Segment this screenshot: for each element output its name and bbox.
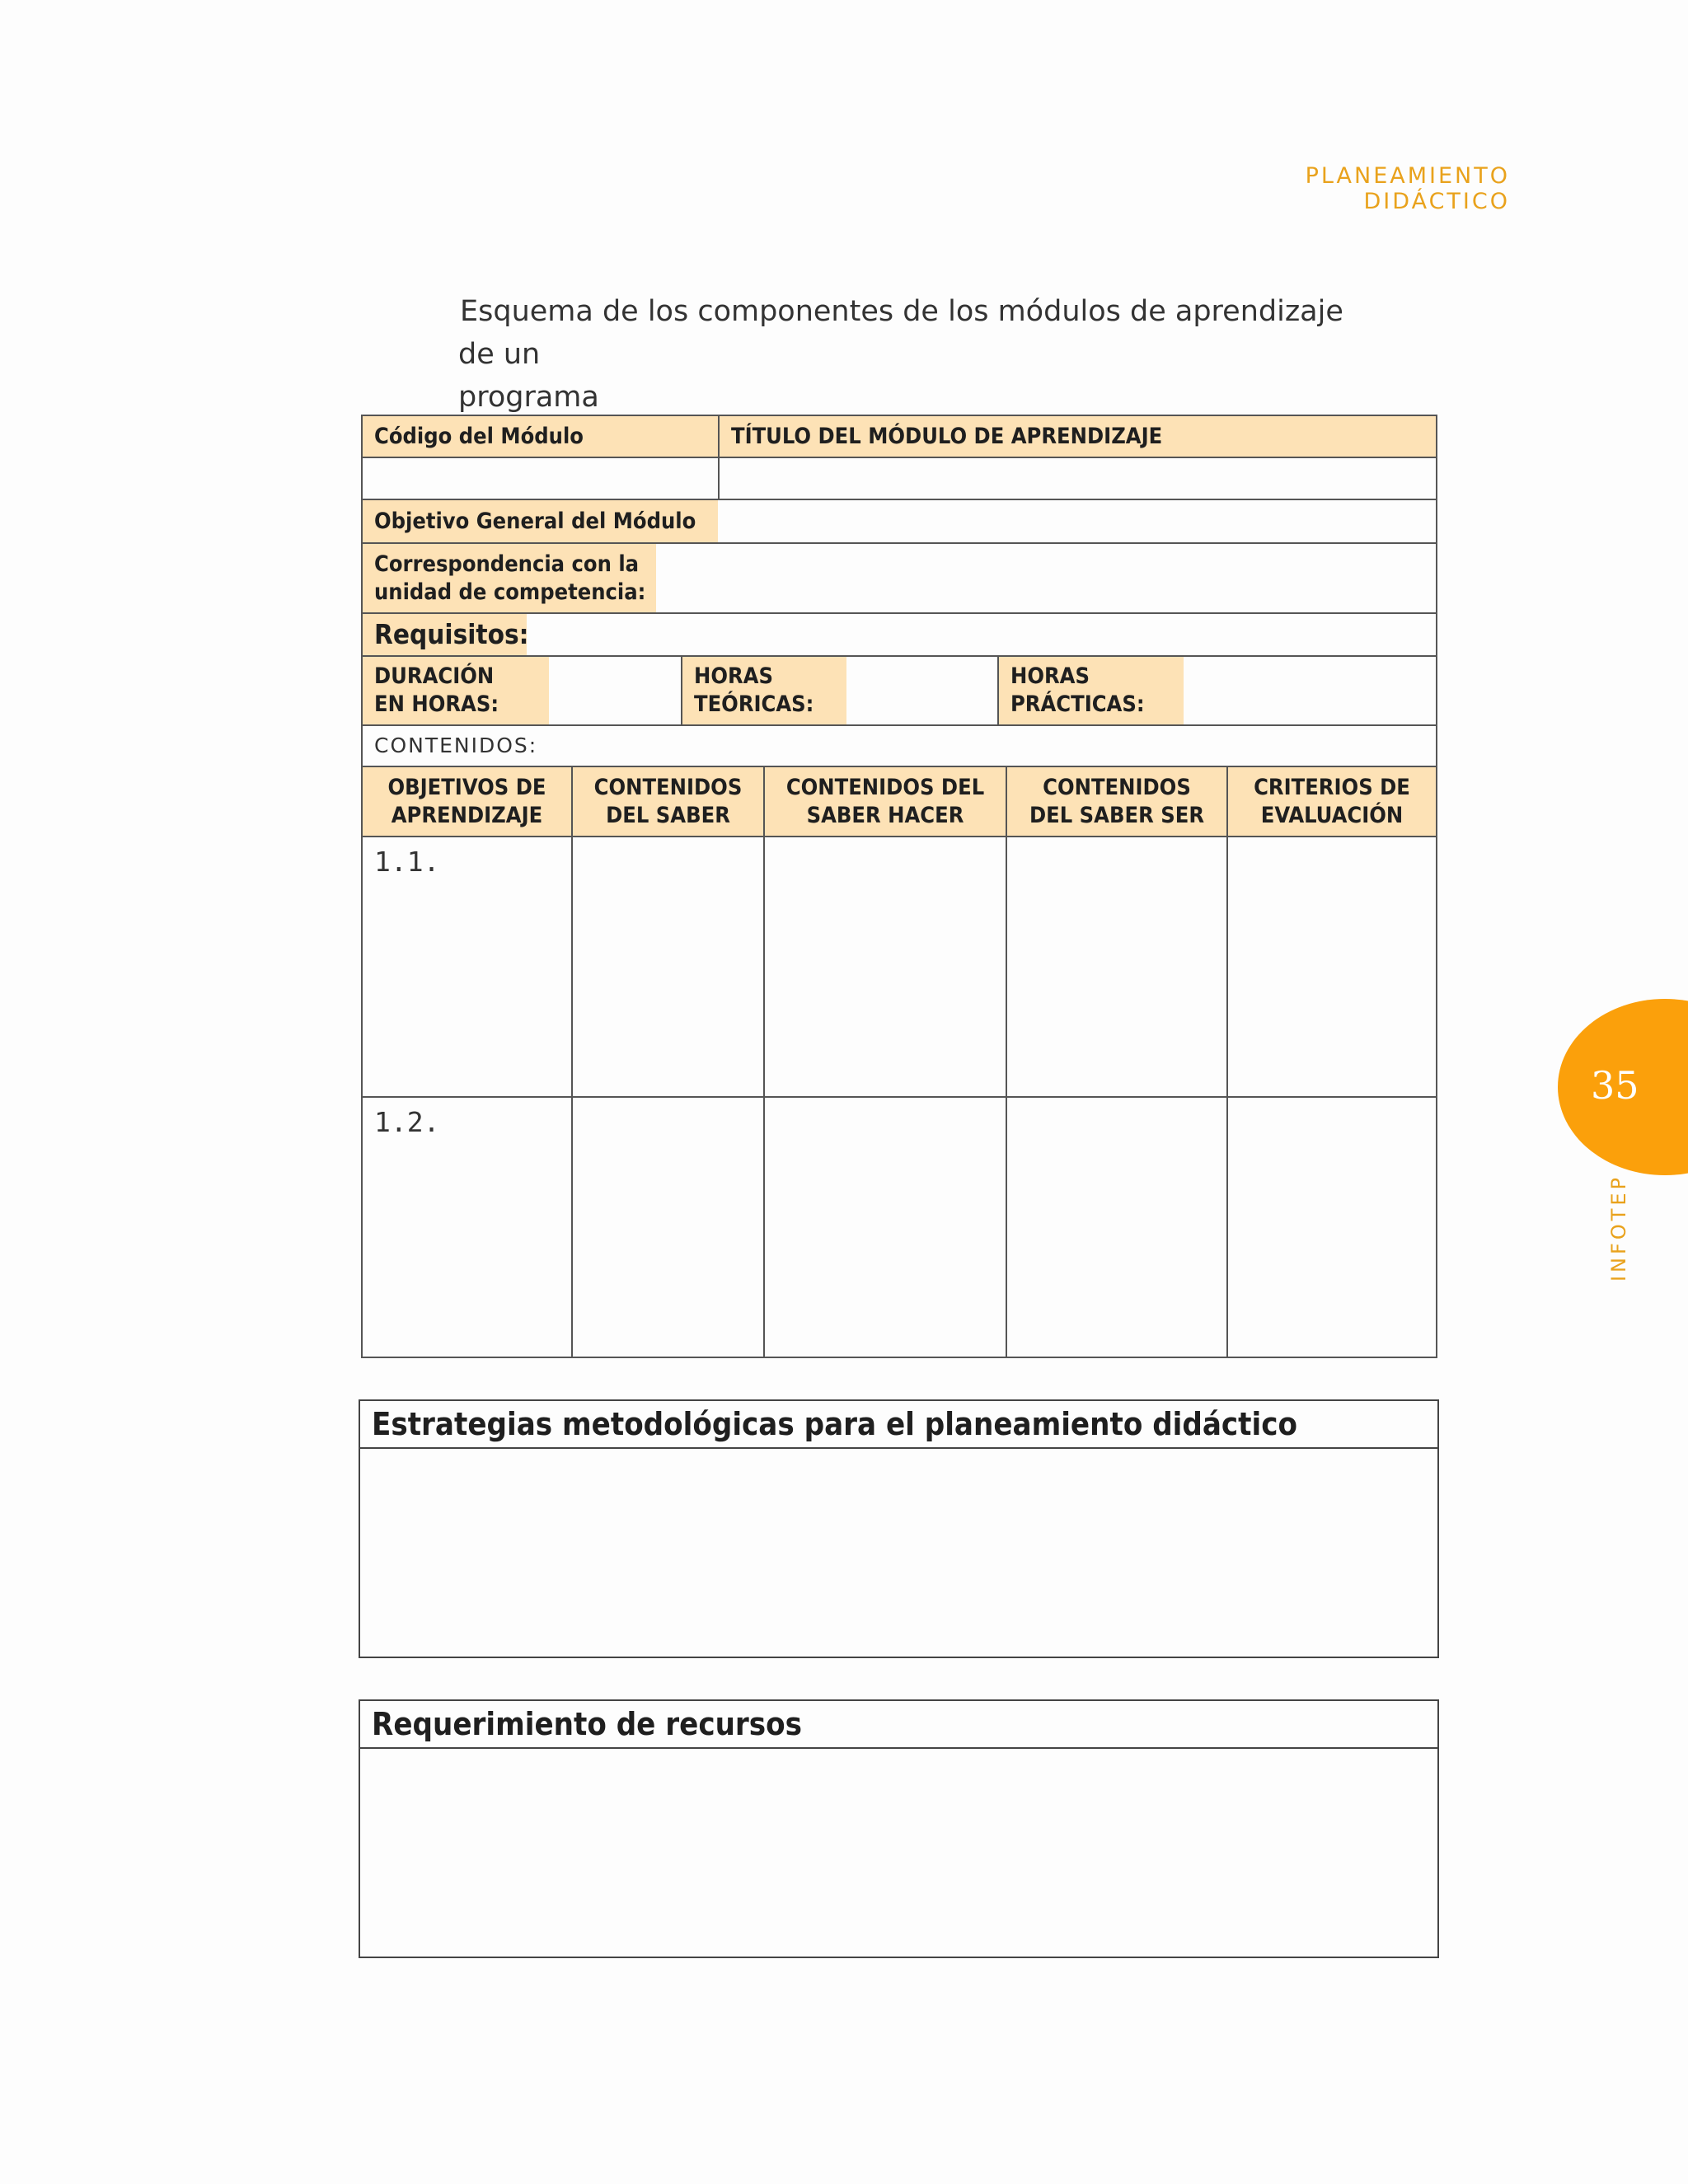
titulo-label: TÍTULO DEL MÓDULO DE APRENDIZAJE <box>720 416 1436 457</box>
column-header-line-2: APRENDIZAJE <box>391 802 543 828</box>
column-header-line-1: CONTENIDOS <box>1043 774 1191 800</box>
table-rule <box>361 836 1437 837</box>
requisitos-label: Requisitos: <box>363 614 527 655</box>
column-header-line-2: DEL SABER SER <box>1029 802 1205 828</box>
column-header-line-2: EVALUACIÓN <box>1260 802 1404 828</box>
column-header-criterios <box>1228 767 1436 836</box>
recursos-title: Requerimiento de recursos <box>360 1701 1437 1749</box>
table-rule <box>763 766 765 1358</box>
intro-line-2: programa <box>458 381 599 414</box>
recursos-box <box>359 1699 1439 1958</box>
duracion-line-1: DURACIÓN <box>374 663 495 689</box>
column-header-line-1: CONTENIDOS <box>593 774 743 800</box>
column-header-line-2: DEL SABER <box>606 802 730 828</box>
intro-line-1: Esquema de los componentes de los módulos de aprendizaje de un <box>458 295 1343 371</box>
table-rule <box>361 1096 1437 1098</box>
table-rule <box>1006 766 1007 1358</box>
column-header-line-2: SABER HACER <box>806 802 964 828</box>
correspondencia-line-1: Correspondencia con la <box>374 551 640 577</box>
teoricas-line-2: TEÓRICAS: <box>694 691 814 717</box>
intro-text <box>458 290 1357 419</box>
practicas-label <box>999 657 1184 724</box>
page-number: 35 <box>1591 1063 1639 1108</box>
objetivo-label: Objetivo General del Módulo <box>363 500 718 542</box>
column-header-saber-ser <box>1007 767 1226 836</box>
side-brand: INFOTEP <box>1607 1174 1630 1282</box>
table-rule <box>361 724 1437 726</box>
duracion-label <box>363 657 549 724</box>
column-header-objetivos <box>363 767 571 836</box>
column-header-line-1: CONTENIDOS DEL <box>785 774 985 800</box>
column-header-line-1: CRITERIOS DE <box>1254 774 1410 800</box>
duracion-line-2: EN HORAS: <box>374 691 499 717</box>
estrategias-title: Estrategias metodológicas para el planeamiento didáctico <box>360 1401 1437 1449</box>
row-number: 1.2. <box>374 1106 440 1138</box>
teoricas-label <box>682 657 846 724</box>
practicas-line-1: HORAS <box>1010 663 1090 689</box>
column-header-saber-hacer <box>765 767 1006 836</box>
estrategias-box <box>359 1399 1439 1658</box>
running-head: PLANEAMIENTO DIDÁCTICO <box>1305 163 1510 214</box>
codigo-label: Código del Módulo <box>363 416 718 457</box>
table-rule <box>571 766 573 1358</box>
row-number: 1.1. <box>374 846 440 878</box>
correspondencia-line-2: unidad de competencia: <box>374 579 646 605</box>
correspondencia-label <box>363 544 656 612</box>
column-header-saber <box>573 767 763 836</box>
teoricas-line-1: HORAS <box>694 663 773 689</box>
table-rule <box>361 457 1437 458</box>
column-header-line-1: OBJETIVOS DE <box>387 774 546 800</box>
practicas-line-2: PRÁCTICAS: <box>1010 691 1145 717</box>
contenidos-label: CONTENIDOS: <box>374 733 538 757</box>
table-rule <box>1226 766 1228 1358</box>
